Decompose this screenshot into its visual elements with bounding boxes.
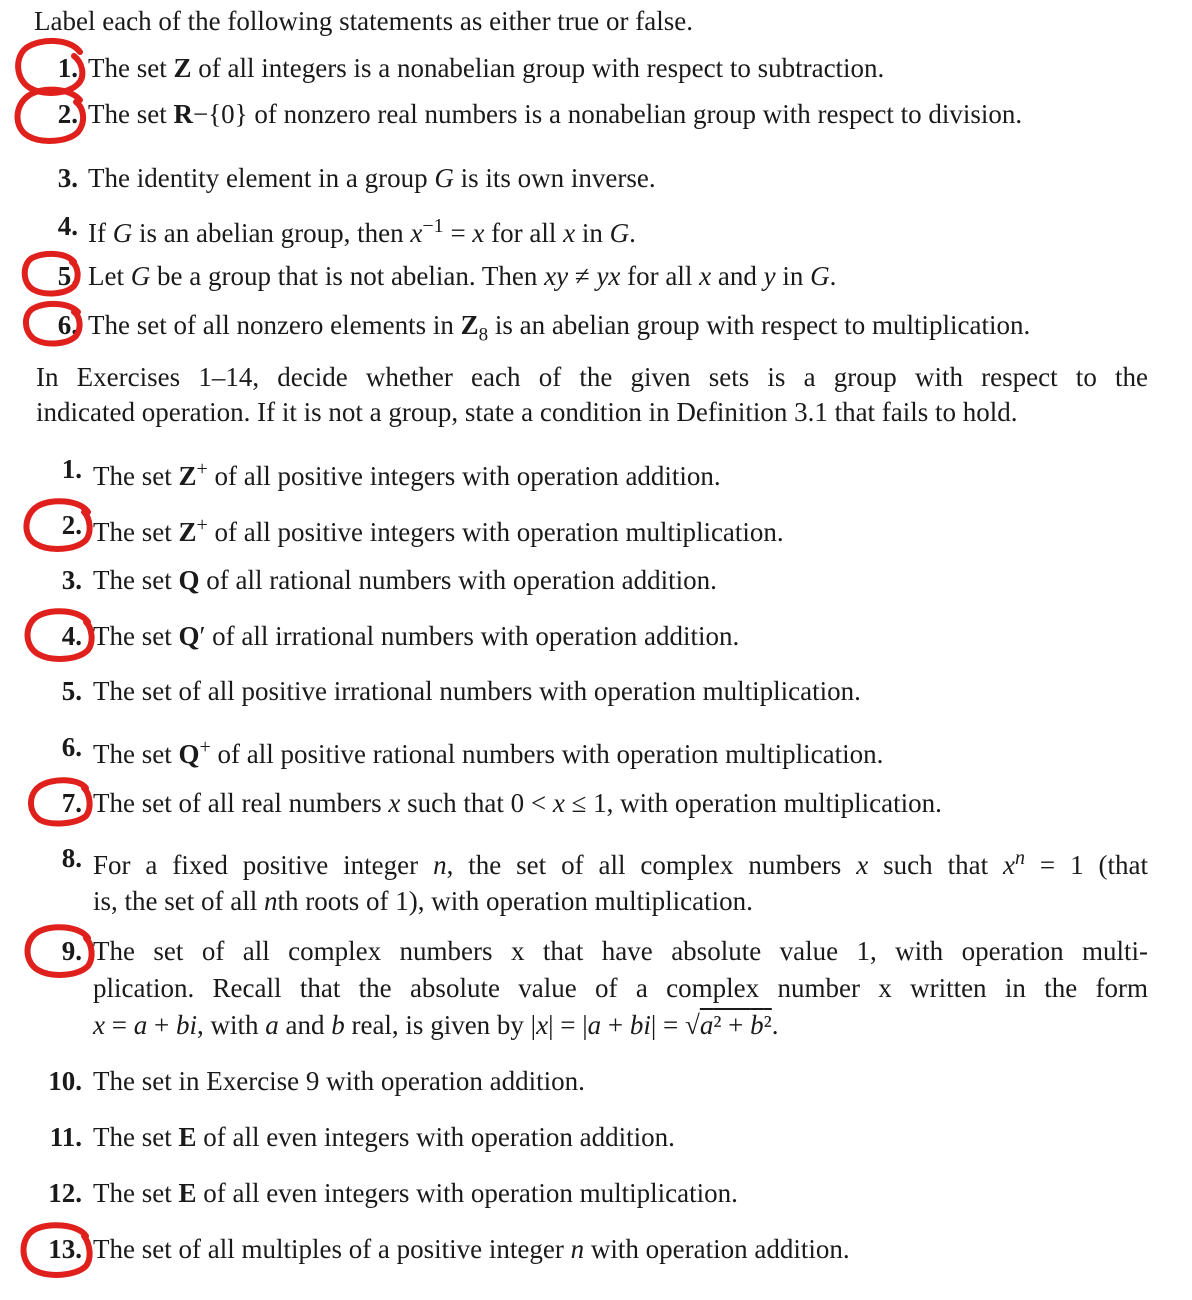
tf-number: 2. [57,99,78,129]
tf-statement: If G is an abelian group, then $x^{-1} = x$ for all x in G. [88,215,636,248]
exercise-text: The set of all multiples of a positive integer n with operation addition. [93,1234,850,1264]
exercise-text: The set of all positive irrational numbers with operation multiplication. [93,676,861,706]
instruction-text: Label each of the following statements as either true or false. [34,6,693,36]
tf-statement: The set R−{0} of nonzero real numbers is a nonabelian group with respect to division. [88,99,1023,129]
exercise-number: 8. [61,843,82,873]
tf-number: 5. [57,261,78,291]
exercises-intro [36,360,1148,430]
tf-statement: The set Z of all integers is a nonabelian group with respect to subtraction. [88,53,885,83]
exercise-text: The set Q+ of all positive rational numbers with operation multiplication. [93,736,884,769]
exercise-number: 9. [61,936,82,966]
exercise-text: The set Z+ of all positive integers with operation addition. [93,458,721,491]
exercise-number: 13. [48,1234,82,1264]
exercise-number: 12. [48,1178,82,1208]
exercise-text: The set of all real numbers x such that 0 < x ≤ 1, with operation multiplication. [93,788,942,818]
tf-number: 6. [57,310,78,340]
tf-number: 4. [57,211,78,241]
tf-number: 1. [57,53,78,83]
exercise-number: 2. [61,510,82,540]
exercises-intro-line-1: In Exercises 1–14, decide whether each of the given sets is a group with respect to the [36,362,1148,392]
exercise-text: The set Q′ of all irrational numbers with operation addition. [93,621,740,651]
exercises-intro-line-2: indicated operation. If it is not a group, state a condition in Definition 3.1 that fails to hold. [36,397,1018,427]
tf-statement: Let G be a group that is not abelian. Then xy ≠ yx for all x and y in G. [88,261,837,291]
exercise-number: 11. [49,1122,82,1152]
tf-number: 3. [57,163,78,193]
exercise-number: 5. [61,676,82,706]
exercise-number: 6. [61,732,82,762]
exercise-text: The set E of all even integers with operation multiplication. [93,1178,738,1208]
exercise-number: 10. [48,1066,82,1096]
tf-statement: The identity element in a group G is its own inverse. [88,163,656,193]
exercise-number: 7. [61,788,82,818]
exercise-number: 4. [61,621,82,651]
exercise-text: The set Q of all rational numbers with operation addition. [93,565,717,595]
exercise-text: The set E of all even integers with operation addition. [93,1122,675,1152]
exercise-text: The set in Exercise 9 with operation addition. [93,1066,585,1096]
exercise-text: For a fixed positive integer n, the set of all complex numbers x such that $x^n = 1$ (that is, the set of all nth roots of 1), with operation multiplication. [93,847,1148,916]
tf-statement: The set of all nonzero elements in $Z_8$ is an abelian group with respect to multiplication. [88,310,1031,346]
exercise-text: The set Z+ of all positive integers with operation multiplication. [93,514,784,547]
exercise-number: 1. [61,454,82,484]
exercise-text: The set of all complex numbers x that have absolute value 1, with operation multi- plication. Recall that the absolute value of a complex number x written in the form x = a + bi, with a and b real, is given by |x| = |a + bi| = √a² + b². [93,936,1148,1040]
exercise-number: 3. [61,565,82,595]
